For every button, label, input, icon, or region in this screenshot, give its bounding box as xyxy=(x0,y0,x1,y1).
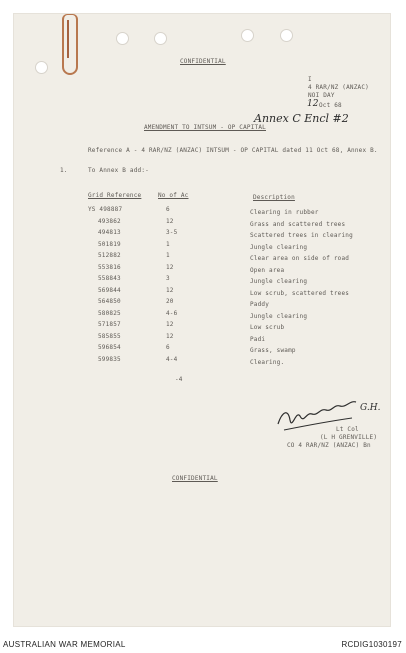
ref-line-4: Oct 68 xyxy=(319,102,342,109)
handwritten-annex-note: Annex C Encl #2 xyxy=(254,112,349,125)
reference-line: Reference A - 4 RAR/NZ (ANZAC) INTSUM - OP CAPITAL dated 11 Oct 68, Annex B. xyxy=(88,147,378,154)
cell-no-of-ac: 4-6 xyxy=(166,310,178,317)
cell-no-of-ac: 1 xyxy=(166,252,170,259)
punch-hole xyxy=(35,61,48,74)
instruction-line: To Annex B add:- xyxy=(88,167,149,174)
cell-no-of-ac: 12 xyxy=(166,264,174,271)
cell-grid-reference: 512882 xyxy=(98,252,121,259)
sig-rank: Lt Col xyxy=(336,426,359,433)
handwritten-day: 12 xyxy=(307,99,319,109)
header-description: Description xyxy=(253,194,295,201)
cell-grid-reference: 571857 xyxy=(98,321,121,328)
cell-description: Grass and scattered trees xyxy=(250,221,346,228)
cell-grid-reference: 564850 xyxy=(98,298,121,305)
cell-no-of-ac: 6 xyxy=(166,206,170,213)
ref-line-2: 4 RAR/NZ (ANZAC) xyxy=(308,84,369,91)
footer-id: RCDIG1030197 xyxy=(341,640,402,649)
cell-description: Scattered trees in clearing xyxy=(250,232,353,239)
cell-grid-reference: 599835 xyxy=(98,356,121,363)
cell-grid-reference: 569844 xyxy=(98,287,121,294)
cell-description: Paddy xyxy=(250,301,270,308)
cell-description: Jungle clearing xyxy=(250,313,308,320)
cell-no-of-ac: 12 xyxy=(166,333,174,340)
cell-description: Low scrub xyxy=(250,324,285,331)
cell-description: Grass, swamp xyxy=(250,347,296,354)
item-number: 1. xyxy=(60,167,68,174)
signature-initials: G.H. xyxy=(360,403,381,413)
punch-hole xyxy=(154,32,167,45)
classification-top: CONFIDENTIAL xyxy=(180,58,226,65)
cell-no-of-ac: 6 xyxy=(166,344,170,351)
footer-source: AUSTRALIAN WAR MEMORIAL xyxy=(3,640,126,649)
cell-description: Clear area on side of road xyxy=(250,255,350,262)
cell-no-of-ac: 20 xyxy=(166,298,174,305)
sig-name: (L H GRENVILLE) xyxy=(320,434,378,441)
punch-hole xyxy=(241,29,254,42)
cell-grid-reference: 585855 xyxy=(98,333,121,340)
header-grid-reference: Grid Reference xyxy=(88,192,142,199)
cell-description: Clearing. xyxy=(250,359,285,366)
cell-description: Clearing in rubber xyxy=(250,209,319,216)
ref-line-1: I xyxy=(308,76,312,83)
cell-grid-reference: 553816 xyxy=(98,264,121,271)
cell-description: Padi xyxy=(250,336,266,343)
classification-bottom: CONFIDENTIAL xyxy=(172,475,218,482)
punch-hole xyxy=(116,32,129,45)
cell-grid-reference: 501819 xyxy=(98,241,121,248)
cell-no-of-ac: 12 xyxy=(166,218,174,225)
cell-description: Jungle clearing xyxy=(250,244,308,251)
cell-grid-reference: 558843 xyxy=(98,275,121,282)
ref-line-3: NOI DAY xyxy=(308,92,335,99)
cell-no-of-ac: 3-5 xyxy=(166,229,178,236)
cell-grid-reference: 580825 xyxy=(98,310,121,317)
page-marker: -4 xyxy=(175,376,183,383)
cell-description: Open area xyxy=(250,267,285,274)
punch-hole xyxy=(280,29,293,42)
cell-no-of-ac: 12 xyxy=(166,321,174,328)
sig-unit: CO 4 RAR/NZ (ANZAC) Bn xyxy=(287,442,371,449)
cell-grid-reference: 596854 xyxy=(98,344,121,351)
cell-grid-reference: 494813 xyxy=(98,229,121,236)
subject-line: AMENDMENT TO INTSUM - OP CAPITAL xyxy=(144,124,266,131)
cell-no-of-ac: 3 xyxy=(166,275,170,282)
cell-grid-reference: 493862 xyxy=(98,218,121,225)
cell-no-of-ac: 12 xyxy=(166,287,174,294)
cell-no-of-ac: 1 xyxy=(166,241,170,248)
header-no-of-ac: No of Ac xyxy=(158,192,189,199)
paper-clip-inner-icon xyxy=(67,20,72,58)
cell-description: Jungle clearing xyxy=(250,278,308,285)
cell-grid-reference: YS 498887 xyxy=(88,206,123,213)
cell-description: Low scrub, scattered trees xyxy=(250,290,350,297)
cell-no-of-ac: 4-4 xyxy=(166,356,178,363)
